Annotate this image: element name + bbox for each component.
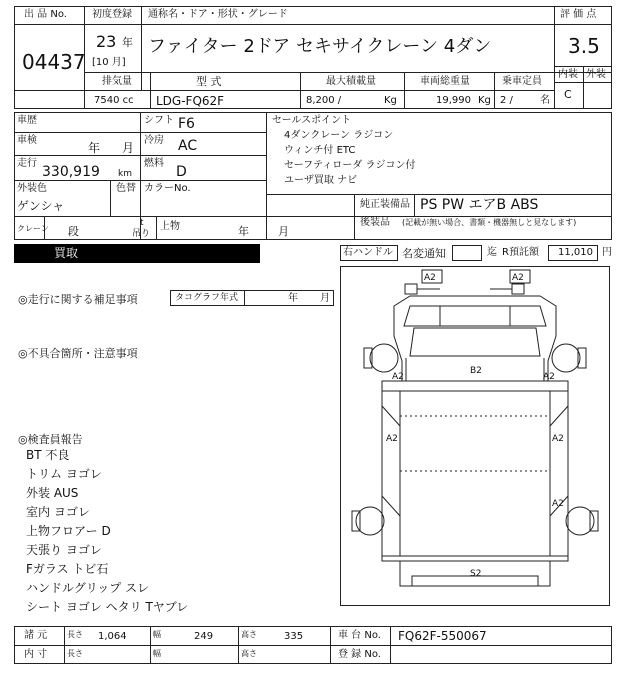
car-name: ファイター 2ドア セキサイクレーン 4ダン xyxy=(148,36,492,57)
divider xyxy=(354,216,355,240)
inspection-month: 月 xyxy=(122,141,135,155)
exterior-grade: C xyxy=(564,88,572,101)
inner-height-label: 高さ xyxy=(241,649,257,658)
divider xyxy=(404,72,405,109)
divider xyxy=(238,626,239,664)
displacement-value: 7540 cc xyxy=(94,95,134,106)
kg-unit-2: Kg xyxy=(478,95,491,106)
sales-point-line: ユーザ買取 ナビ xyxy=(284,175,358,186)
damage-mark: A2 xyxy=(552,434,564,444)
capacity-unit: 名 xyxy=(540,95,550,106)
length-label: 長さ xyxy=(67,630,83,639)
damage-mark: S2 xyxy=(470,569,482,579)
ac-value: AC xyxy=(178,138,198,154)
tachograph-year: 年 xyxy=(288,293,298,304)
max-load-label: 最大積載量 xyxy=(326,76,376,87)
damage-mark: A2 xyxy=(512,273,524,283)
inspector-line: シート ヨゴレ ヘタリ Tヤブレ xyxy=(26,600,189,614)
height-value: 335 xyxy=(284,631,304,642)
ext-color-label: 外装色 xyxy=(17,183,47,194)
inner-dims-label: 内 寸 xyxy=(24,649,48,660)
max-load-value: 8,200 / xyxy=(306,95,342,106)
tachograph-label: タコグラフ年式 xyxy=(175,293,239,303)
divider xyxy=(494,72,495,109)
divider xyxy=(14,216,612,217)
kg-unit-1: Kg xyxy=(384,95,397,106)
divider xyxy=(14,645,612,646)
color-code-label: カラーNo. xyxy=(144,183,191,194)
gross-label: 車両総重量 xyxy=(420,76,470,87)
km-unit: km xyxy=(118,169,132,179)
divider xyxy=(84,72,612,73)
ac-label: 冷房 xyxy=(144,135,164,146)
divider xyxy=(156,216,157,240)
divider xyxy=(390,626,391,664)
crane-lift: 吊り xyxy=(132,229,151,239)
inspector-line: 上物フロアー D xyxy=(26,524,111,538)
chassis-value: FQ62F-550067 xyxy=(398,629,487,643)
displacement-label: 排気量 xyxy=(102,76,132,87)
front-left-wheel xyxy=(370,344,398,372)
registration-label: 登 録 No. xyxy=(338,649,381,660)
inspector-line: 室内 ヨゴレ xyxy=(26,505,90,519)
inspection-label: 車検 xyxy=(17,135,37,146)
inspection-year: 年 xyxy=(88,141,101,155)
recycle-label: R預託額 xyxy=(502,247,539,258)
sales-point-line: 4ダンクレーン ラジコン xyxy=(284,130,394,141)
divider xyxy=(330,626,331,664)
history-label: 車歴 xyxy=(17,115,37,126)
color-change-label: 色替 xyxy=(116,183,136,194)
inner-width-label: 幅 xyxy=(153,649,161,658)
damage-mark: A2 xyxy=(552,499,564,509)
divider xyxy=(150,626,151,664)
model-value: LDG-FQ62F xyxy=(156,94,225,108)
body-label: 上物 xyxy=(160,221,180,232)
equipment-label: 純正装備品 xyxy=(360,199,410,210)
inspector-line: 天張り ヨゴレ xyxy=(26,543,102,557)
inspector-line: BT 不良 xyxy=(26,448,70,462)
sales-point-line: ウィンチ付 ETC xyxy=(284,145,356,156)
inner-length-label: 長さ xyxy=(67,649,83,658)
divider xyxy=(14,24,612,25)
name-label: 通称名・ドア・形状・グレード xyxy=(148,9,288,20)
divider xyxy=(14,180,266,181)
exterior-label: 外装 xyxy=(586,69,606,80)
recycle-value: 11,010 xyxy=(558,247,593,258)
divider xyxy=(554,82,612,83)
divider xyxy=(150,72,151,109)
year-unit: 年 xyxy=(122,36,133,49)
odo-mark: 迄 xyxy=(487,247,497,258)
driving-notes-title: ◎走行に関する補足事項 xyxy=(18,293,138,306)
divider xyxy=(244,290,245,306)
capacity-label: 乗車定員 xyxy=(502,76,542,87)
divider xyxy=(583,66,584,109)
damage-mark: A2 xyxy=(543,372,555,382)
shift-label: シフト xyxy=(144,115,174,126)
damage-mark: A2 xyxy=(424,273,436,283)
mirror-right xyxy=(512,284,524,294)
inspector-line: 外装 AUS xyxy=(26,486,79,500)
equipment-value: PS PW エアB ABS xyxy=(420,197,539,213)
crane-dan: 段 xyxy=(68,225,79,238)
lot-label: 出 品 No. xyxy=(24,9,67,20)
length-value: 1,064 xyxy=(98,631,127,642)
divider xyxy=(414,194,415,216)
name-change-box xyxy=(452,245,482,261)
sales-point-title: セールスポイント xyxy=(272,115,352,126)
purchase-label: 買取 xyxy=(54,246,79,260)
divider xyxy=(64,626,65,664)
mirror-left xyxy=(405,284,417,294)
damage-mark: B2 xyxy=(470,366,482,376)
lot-number: 04437 xyxy=(22,50,86,74)
interior-label: 内装 xyxy=(558,69,578,80)
purchase-bar xyxy=(14,244,260,263)
truck-diagram-svg xyxy=(340,266,610,606)
ext-color-value: ゲンシャ xyxy=(17,199,65,213)
divider xyxy=(554,6,555,109)
inspector-title: ◎検査員報告 xyxy=(18,433,83,446)
damage-mark: A2 xyxy=(392,372,404,382)
crane-label: クレーン xyxy=(17,224,49,233)
divider xyxy=(14,155,266,156)
divider xyxy=(266,112,267,240)
divider xyxy=(14,90,554,91)
yen-unit: 円 xyxy=(602,247,612,258)
width-value: 249 xyxy=(194,631,214,642)
crane-t: t xyxy=(140,218,144,228)
divider xyxy=(266,194,612,195)
inspector-line: Fガラス トビ石 xyxy=(26,562,109,576)
sales-point-line: セーフティローダ ラジコン付 xyxy=(284,160,416,171)
divider xyxy=(300,72,301,109)
defects-title: ◎不具合箇所・注意事項 xyxy=(18,347,138,360)
model-label: 型 式 xyxy=(196,75,222,88)
dims-label: 諸 元 xyxy=(24,630,48,641)
width-label: 幅 xyxy=(153,630,161,639)
name-change-label: 名変通知 xyxy=(402,247,446,260)
first-reg-month: [10 月] xyxy=(92,57,126,68)
inspector-line: トリム ヨゴレ xyxy=(26,467,102,481)
aftermarket-note: (記載が無い場合、書類・機器無しと見なします) xyxy=(402,218,577,227)
mileage-label: 走行 xyxy=(17,158,37,169)
body-month: 月 xyxy=(278,225,289,238)
mileage-value: 330,919 xyxy=(42,164,100,180)
shift-value: F6 xyxy=(178,116,195,132)
fuel-label: 燃料 xyxy=(144,158,164,169)
damage-mark: A2 xyxy=(386,434,398,444)
first-reg-label: 初度登録 xyxy=(92,9,132,20)
divider xyxy=(110,180,111,216)
body-year: 年 xyxy=(238,225,249,238)
inspector-line: ハンドルグリップ スレ xyxy=(26,581,150,595)
divider xyxy=(354,194,355,216)
tachograph-month: 月 xyxy=(320,293,330,304)
divider xyxy=(14,132,266,133)
steering-label: 右ハンドル xyxy=(343,247,393,258)
chassis-label: 車 台 No. xyxy=(338,630,381,641)
score-label: 評 価 点 xyxy=(560,9,597,20)
fuel-value: D xyxy=(176,164,187,180)
capacity-value: 2 / xyxy=(500,95,513,106)
first-reg-year: 23 xyxy=(96,32,117,51)
aftermarket-label: 後装品 xyxy=(360,217,390,228)
gross-value: 19,990 xyxy=(436,95,471,106)
height-label: 高さ xyxy=(241,630,257,639)
front-right-wheel xyxy=(552,344,580,372)
score-value: 3.5 xyxy=(568,34,600,58)
divider xyxy=(141,6,142,90)
